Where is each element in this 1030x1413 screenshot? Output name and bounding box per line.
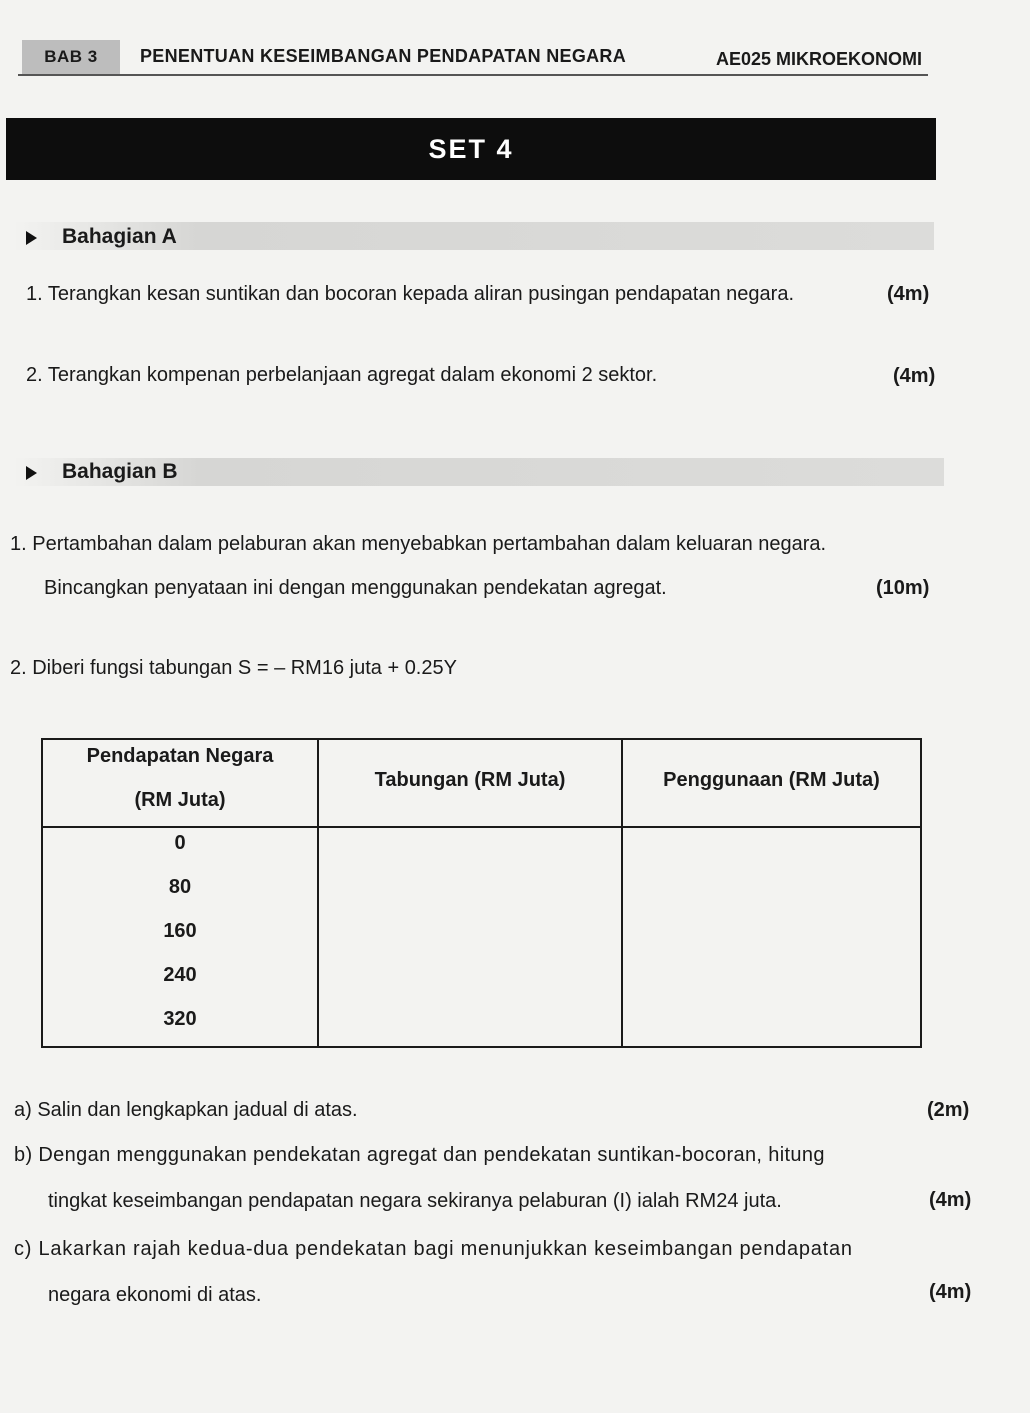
table-header-income-line2: (RM Juta) (134, 789, 226, 811)
part-c-marks: (4m) (929, 1281, 972, 1303)
part-b-line1: b) Dengan menggunakan pendekatan agregat dan pendekatan suntikan-bocoran, hitung (14, 1144, 825, 1166)
question-a2: 2. Terangkan kompenan perbelanjaan agregat dalam ekonomi 2 sektor. (26, 364, 658, 386)
part-b-marks: (4m) (929, 1189, 972, 1211)
question-b1-line2: Bincangkan penyataan ini dengan menggunakan pendekatan agregat. (44, 577, 667, 599)
table-header-savings: Tabungan (RM Juta) (374, 769, 566, 791)
set-banner: SET 4 (6, 118, 936, 180)
course-code: AE025 MIKROEKONOMI (716, 49, 923, 69)
section-a-label: Bahagian A (62, 225, 177, 248)
data-table (41, 738, 922, 1048)
part-c-line2: negara ekonomi di atas. (48, 1284, 262, 1306)
part-a-marks: (2m) (927, 1099, 970, 1121)
question-b1-line1: 1. Pertambahan dalam pelaburan akan menyebabkan pertambahan dalam keluaran negara. (10, 533, 827, 555)
table-header-consumption: Penggunaan (RM Juta) (663, 769, 880, 791)
part-a-text: a) Salin dan lengkapkan jadual di atas. (14, 1099, 358, 1121)
chapter-badge: BAB 3 (22, 40, 120, 74)
table-row-income: 0 (174, 832, 186, 854)
part-b-line2: tingkat keseimbangan pendapatan negara sekiranya pelaburan (I) ialah RM24 juta. (48, 1190, 782, 1212)
part-c-line1: c) Lakarkan rajah kedua-dua pendekatan bagi menunjukkan keseimbangan pendapatan (14, 1238, 853, 1260)
question-b2: 2. Diberi fungsi tabungan S = – RM16 juta + 0.25Y (10, 657, 457, 679)
table-row-income: 80 (168, 876, 192, 898)
table-row-income: 240 (163, 964, 197, 986)
table-row-income: 320 (163, 1008, 197, 1030)
table-row-income: 160 (163, 920, 197, 942)
question-a2-marks: (4m) (893, 365, 936, 387)
question-b1-marks: (10m) (876, 577, 930, 599)
question-a1-marks: (4m) (887, 283, 930, 305)
table-header-income-line1: Pendapatan Negara (86, 745, 274, 767)
question-a1: 1. Terangkan kesan suntikan dan bocoran kepada aliran pusingan pendapatan negara. (26, 283, 794, 305)
section-b-arrow-icon (26, 466, 37, 480)
table-header-divider (43, 826, 920, 828)
chapter-title: PENENTUAN KESEIMBANGAN PENDAPATAN NEGARA (140, 46, 627, 66)
table-header-income (43, 742, 317, 814)
section-a-arrow-icon (26, 231, 37, 245)
section-b-label: Bahagian B (62, 460, 178, 483)
